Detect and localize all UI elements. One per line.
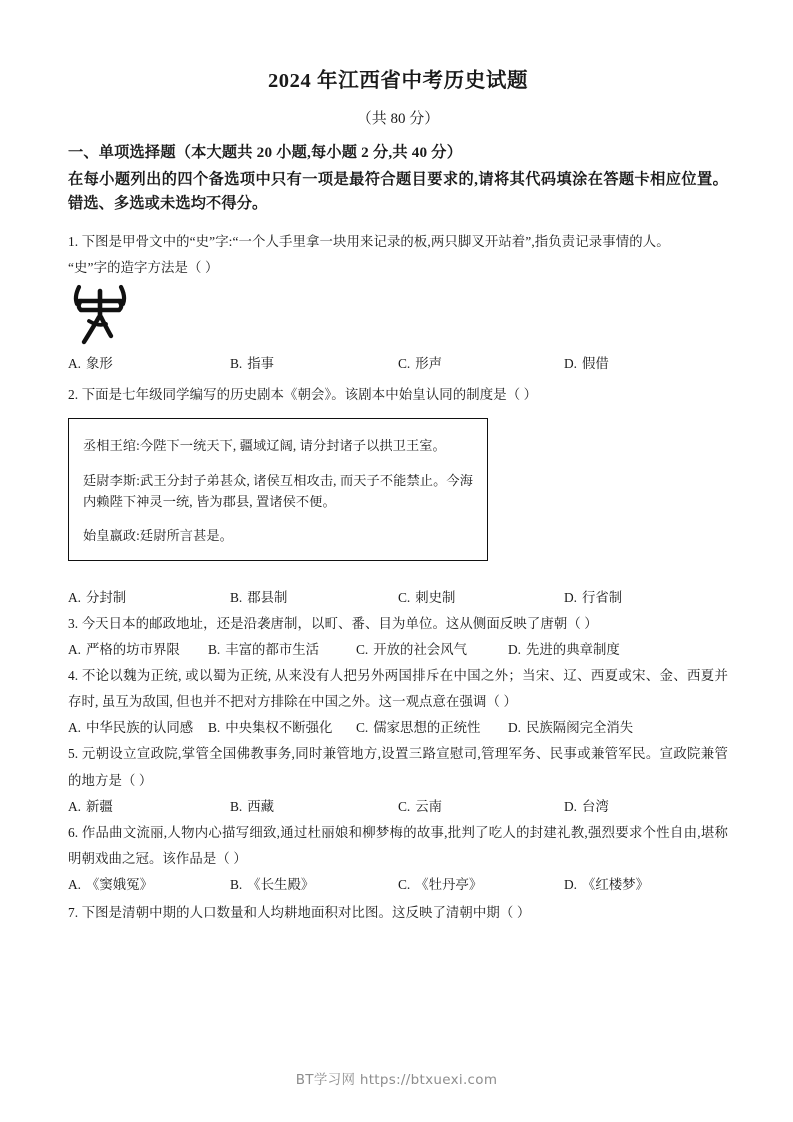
option-d-text: 行省制	[582, 589, 623, 605]
option-b-label: B.	[208, 720, 221, 736]
option-c-label: C.	[398, 356, 411, 372]
option-b[interactable]	[230, 351, 274, 377]
option-a-label: A.	[68, 356, 82, 372]
option-a-label: A.	[68, 798, 82, 814]
script-line: 丞相王绾:今陛下一统天下, 疆域辽阔, 请分封诸子以拱卫王室。	[83, 438, 446, 454]
question-stem: 3. 今天日本的邮政地址，还是沿袭唐制，以町、番、目为单位。这从侧面反映了唐朝（ ）	[68, 615, 598, 631]
option-d[interactable]	[508, 715, 633, 741]
option-d-text: 假借	[582, 356, 609, 372]
question-stem: 2. 下面是七年级同学编写的历史剧本《朝会》。该剧本中始皇认同的制度是（ ）	[68, 387, 538, 403]
question-2	[68, 377, 728, 611]
option-b[interactable]	[208, 637, 319, 663]
option-c-text: 儒家思想的正统性	[373, 720, 481, 736]
option-d-label: D.	[508, 720, 522, 736]
option-c[interactable]	[398, 351, 442, 377]
option-a[interactable]	[68, 872, 153, 898]
footer-watermark: BT学习网 https://btxuexi.com	[295, 1072, 498, 1088]
question-stem: 7. 下图是清朝中期的人口数量和人均耕地面积对比图。这反映了清朝中期（ ）	[68, 904, 531, 920]
option-a-label: A.	[68, 589, 82, 605]
option-b[interactable]	[208, 715, 332, 741]
option-c-label: C.	[398, 798, 411, 814]
options-row	[68, 794, 728, 820]
option-c[interactable]	[356, 637, 467, 663]
option-b-label: B.	[230, 589, 243, 605]
question-stem: 1. 下图是甲骨文中的“史”字:“一个人手里拿一块用来记录的板,两只脚叉开站着”,指负责记录事情的人。	[68, 234, 670, 250]
question-stem: 6. 作品曲文流丽,人物内心描写细致,通过杜丽娘和柳梦梅的故事,批判了吃人的封建礼教,强烈要求个性自由,堪称明朝戏曲之冠。该作品是（ ）	[68, 824, 728, 866]
option-d[interactable]	[564, 794, 609, 820]
oracle-bone-shi-character-icon	[71, 283, 129, 345]
option-a[interactable]	[68, 715, 193, 741]
option-d[interactable]	[564, 872, 649, 898]
option-c-text: 开放的社会风气	[373, 642, 468, 658]
question-4	[68, 663, 728, 741]
option-d-label: D.	[508, 642, 522, 658]
option-c-label: C.	[398, 876, 411, 892]
option-b[interactable]	[230, 585, 287, 611]
option-a-text: 《窦娥冤》	[86, 876, 153, 892]
option-c-label: C.	[398, 589, 411, 605]
option-a-label: A.	[68, 720, 82, 736]
option-b[interactable]	[230, 872, 314, 898]
option-b[interactable]	[230, 794, 274, 820]
option-c[interactable]	[398, 585, 455, 611]
option-d[interactable]	[564, 351, 609, 377]
page-title: 2024 年江西省中考历史试题	[267, 70, 529, 92]
options-row	[68, 715, 728, 741]
question-stem-cont: “史”字的造字方法是（ ）	[68, 260, 219, 276]
option-a-text: 严格的坊市界限	[86, 642, 180, 658]
option-d[interactable]	[508, 637, 620, 663]
document-content	[68, 0, 728, 926]
option-c-text: 刺史制	[415, 589, 456, 605]
option-d-text: 《红楼梦》	[582, 876, 649, 892]
option-d-label: D.	[564, 589, 578, 605]
script-line: 廷尉李斯:武王分封子弟甚众, 诸侯互相攻击, 而天子不能禁止。今海内赖陛下神灵一统, 皆为郡县, 置诸侯不便。	[83, 472, 473, 509]
question-7	[68, 898, 728, 926]
option-b-text: 《长生殿》	[247, 876, 315, 892]
question-3	[68, 611, 728, 663]
option-a[interactable]	[68, 351, 113, 377]
option-c-text: 《牡丹亭》	[415, 876, 483, 892]
option-b-label: B.	[230, 356, 243, 372]
option-a-text: 分封制	[86, 589, 127, 605]
option-b-text: 西藏	[247, 798, 275, 814]
option-a-text: 新疆	[86, 798, 113, 814]
option-c-label: C.	[356, 720, 369, 736]
option-a[interactable]	[68, 794, 113, 820]
option-d-text: 先进的典章制度	[526, 642, 620, 658]
option-a-label: A.	[68, 876, 82, 892]
option-b-text: 中央集权不断强化	[225, 720, 333, 736]
option-c-text: 云南	[415, 798, 443, 814]
option-b-label: B.	[230, 798, 243, 814]
option-b-text: 指事	[247, 356, 275, 372]
option-d-text: 民族隔阂完全消失	[526, 720, 634, 736]
option-c[interactable]	[398, 872, 482, 898]
options-row	[68, 585, 728, 611]
option-d-text: 台湾	[582, 798, 609, 814]
script-line: 始皇嬴政:廷尉所言甚是。	[83, 527, 233, 543]
option-a[interactable]	[68, 585, 126, 611]
section-heading: 一、单项选择题（本大题共 20 小题,每小题 2 分,共 40 分）	[68, 143, 463, 161]
script-excerpt-box	[68, 418, 488, 561]
question-stem: 4. 不论以魏为正统, 或以蜀为正统, 从来没有人把另外两国排斥在中国之外；当宋、辽、西夏或宋、金、西夏并存时, 虽互为敌国, 但也并不把对方排除在中国之外。这一观点意在强调（ ）	[68, 668, 728, 710]
option-c-text: 形声	[415, 356, 443, 372]
option-c[interactable]	[398, 794, 442, 820]
spacer	[68, 561, 728, 585]
section-instruction: 在每小题列出的四个备选项中只有一项是最符合题目要求的,请将其代码填涂在答题卡相应位置。错选、多选或未选均不得分。	[68, 170, 728, 213]
option-b-text: 丰富的都市生活	[225, 642, 320, 658]
question-5	[68, 741, 728, 819]
option-b-label: B.	[208, 642, 221, 658]
option-c-label: C.	[356, 642, 369, 658]
question-6	[68, 820, 728, 898]
option-b-text: 郡县制	[247, 589, 288, 605]
option-a-text: 中华民族的认同感	[86, 720, 194, 736]
question-stem: 5. 元朝设立宣政院,掌管全国佛教事务,同时兼管地方,设置三路宣慰司,管理军务、民事或兼管军民。宣政院兼管的地方是（ ）	[68, 746, 728, 788]
option-a[interactable]	[68, 637, 180, 663]
options-row	[68, 872, 728, 898]
option-a-label: A.	[68, 642, 82, 658]
options-row	[68, 351, 728, 377]
page-subtitle: （共 80 分）	[356, 110, 440, 127]
option-d-label: D.	[564, 876, 578, 892]
option-a-text: 象形	[86, 356, 113, 372]
question-1	[68, 217, 728, 377]
oracle-bone-figure	[68, 281, 728, 351]
option-d-label: D.	[564, 356, 578, 372]
option-d-label: D.	[564, 798, 578, 814]
option-d[interactable]	[564, 585, 622, 611]
option-c[interactable]	[356, 715, 480, 741]
option-b-label: B.	[230, 876, 243, 892]
options-row	[68, 637, 728, 663]
